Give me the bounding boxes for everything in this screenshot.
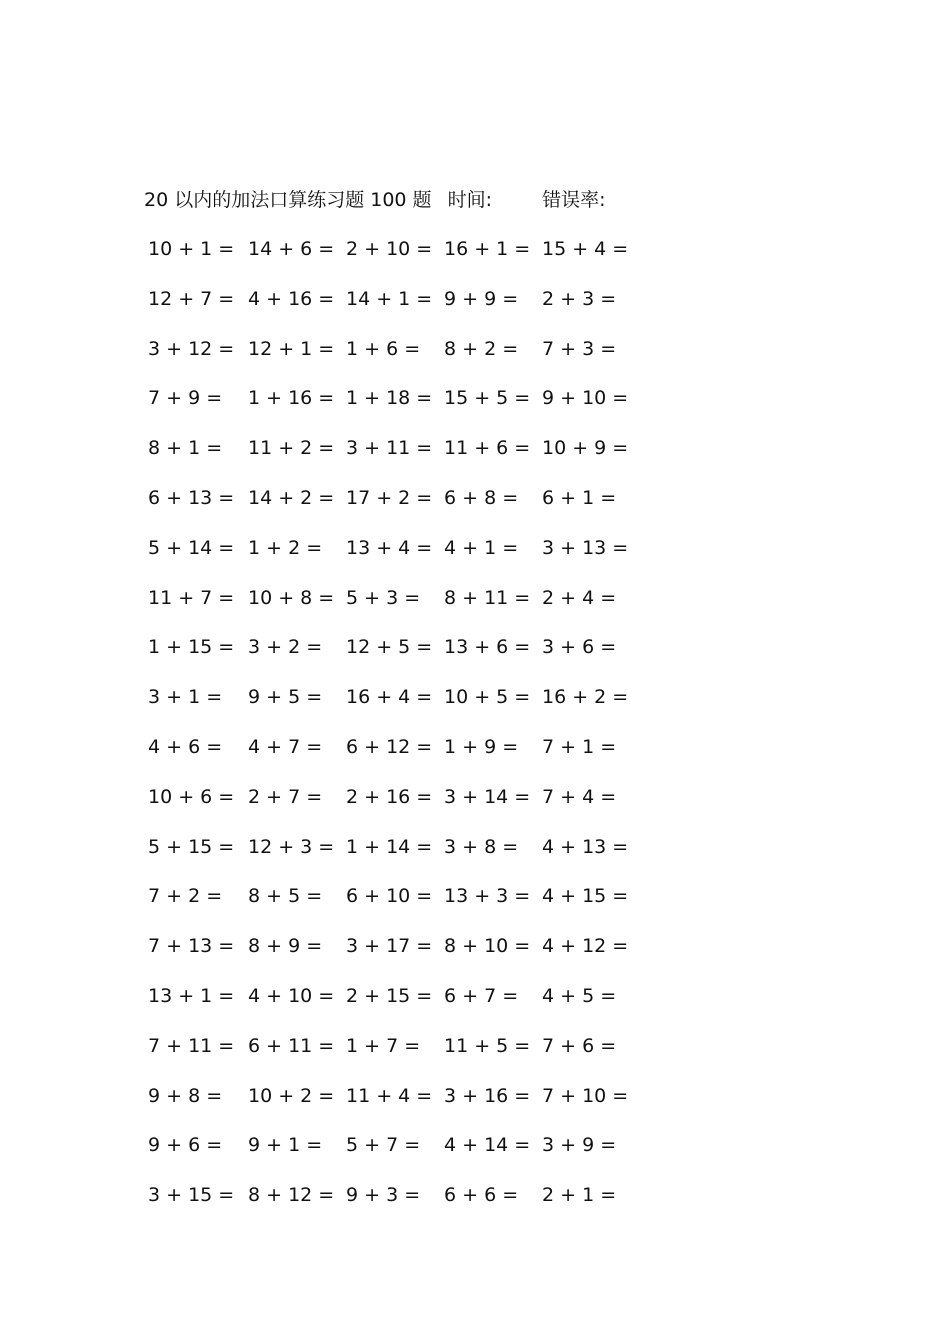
problem-row (148, 434, 648, 484)
addition-problem: 1 + 6 = (346, 337, 421, 360)
addition-problem: 7 + 13 = (148, 935, 235, 958)
problem-row (148, 484, 648, 534)
addition-problem: 4 + 7 = (248, 735, 323, 758)
addition-problem: 10 + 9 = (542, 437, 629, 460)
addition-problem: 16 + 4 = (346, 686, 433, 709)
addition-problem: 8 + 5 = (248, 885, 323, 908)
addition-problem: 9 + 1 = (248, 1134, 323, 1157)
problem-row (148, 285, 648, 335)
addition-problem: 11 + 2 = (248, 437, 335, 460)
addition-problem: 5 + 3 = (346, 586, 421, 609)
addition-problem: 4 + 14 = (444, 1134, 531, 1157)
problem-row (148, 932, 648, 982)
worksheet-header (144, 186, 605, 214)
addition-problem: 3 + 12 = (148, 337, 235, 360)
addition-problem: 5 + 15 = (148, 835, 235, 858)
addition-problem: 7 + 9 = (148, 387, 223, 410)
addition-problem: 8 + 2 = (444, 337, 519, 360)
addition-problem: 3 + 17 = (346, 935, 433, 958)
addition-problem: 9 + 9 = (444, 287, 519, 310)
addition-problem: 12 + 5 = (346, 636, 433, 659)
addition-problem: 4 + 13 = (542, 835, 629, 858)
addition-problem: 1 + 16 = (248, 387, 335, 410)
addition-problem: 10 + 6 = (148, 785, 235, 808)
addition-problem: 17 + 2 = (346, 486, 433, 509)
addition-problem: 15 + 4 = (542, 238, 629, 260)
problem-row (148, 584, 648, 634)
addition-problem: 6 + 8 = (444, 486, 519, 509)
problem-row (148, 1131, 648, 1181)
addition-problem: 4 + 12 = (542, 935, 629, 958)
problem-row (148, 733, 648, 783)
addition-problem: 3 + 8 = (444, 835, 519, 858)
addition-problem: 2 + 7 = (248, 785, 323, 808)
addition-problem: 8 + 1 = (148, 437, 223, 460)
problem-row (148, 833, 648, 883)
addition-problem: 8 + 9 = (248, 935, 323, 958)
addition-problem: 7 + 3 = (542, 337, 617, 360)
addition-problem: 15 + 5 = (444, 387, 531, 410)
addition-problem: 13 + 3 = (444, 885, 531, 908)
addition-problem: 6 + 6 = (444, 1184, 519, 1207)
addition-problem: 7 + 11 = (148, 1034, 235, 1057)
problem-row (148, 1181, 648, 1231)
addition-problem: 2 + 3 = (542, 287, 617, 310)
addition-problem: 3 + 13 = (542, 536, 629, 559)
addition-problem: 6 + 10 = (346, 885, 433, 908)
addition-problem: 7 + 4 = (542, 785, 617, 808)
problem-row (148, 783, 648, 833)
addition-problem: 13 + 6 = (444, 636, 531, 659)
problem-grid (148, 235, 648, 1231)
addition-problem: 6 + 1 = (542, 486, 617, 509)
addition-problem: 11 + 5 = (444, 1034, 531, 1057)
addition-problem: 9 + 6 = (148, 1134, 223, 1157)
addition-problem: 10 + 8 = (248, 586, 335, 609)
problem-row (148, 335, 648, 385)
problem-row (148, 982, 648, 1032)
addition-problem: 11 + 4 = (346, 1084, 433, 1107)
addition-problem: 16 + 1 = (444, 238, 531, 260)
addition-problem: 7 + 6 = (542, 1034, 617, 1057)
addition-problem: 3 + 1 = (148, 686, 223, 709)
addition-problem: 2 + 15 = (346, 984, 433, 1007)
addition-problem: 12 + 3 = (248, 835, 335, 858)
problem-row (148, 235, 648, 285)
addition-problem: 6 + 7 = (444, 984, 519, 1007)
addition-problem: 14 + 6 = (248, 238, 335, 260)
addition-problem: 2 + 1 = (542, 1184, 617, 1207)
addition-problem: 8 + 11 = (444, 586, 531, 609)
addition-problem: 7 + 1 = (542, 735, 617, 758)
addition-problem: 11 + 7 = (148, 586, 235, 609)
addition-problem: 10 + 2 = (248, 1084, 335, 1107)
addition-problem: 3 + 11 = (346, 437, 433, 460)
addition-problem: 4 + 5 = (542, 984, 617, 1007)
addition-problem: 6 + 12 = (346, 735, 433, 758)
addition-problem: 13 + 4 = (346, 536, 433, 559)
addition-problem: 1 + 2 = (248, 536, 323, 559)
addition-problem: 10 + 5 = (444, 686, 531, 709)
addition-problem: 9 + 8 = (148, 1084, 223, 1107)
problem-row (148, 1082, 648, 1132)
addition-problem: 12 + 7 = (148, 287, 235, 310)
addition-problem: 2 + 4 = (542, 586, 617, 609)
addition-problem: 5 + 14 = (148, 536, 235, 559)
problem-row (148, 683, 648, 733)
addition-problem: 1 + 15 = (148, 636, 235, 659)
addition-problem: 1 + 9 = (444, 735, 519, 758)
addition-problem: 4 + 16 = (248, 287, 335, 310)
addition-problem: 10 + 1 = (148, 238, 235, 260)
problem-row (148, 882, 648, 932)
addition-problem: 12 + 1 = (248, 337, 335, 360)
addition-problem: 14 + 2 = (248, 486, 335, 509)
problem-row (148, 1032, 648, 1082)
addition-problem: 3 + 2 = (248, 636, 323, 659)
addition-problem: 7 + 2 = (148, 885, 223, 908)
addition-problem: 9 + 3 = (346, 1184, 421, 1207)
addition-problem: 4 + 6 = (148, 735, 223, 758)
error-rate-label: 错误率: (542, 189, 606, 211)
addition-problem: 8 + 12 = (248, 1184, 335, 1207)
addition-problem: 1 + 18 = (346, 387, 433, 410)
problem-row (148, 633, 648, 683)
addition-problem: 6 + 13 = (148, 486, 235, 509)
addition-problem: 3 + 6 = (542, 636, 617, 659)
addition-problem: 2 + 10 = (346, 238, 433, 260)
addition-problem: 2 + 16 = (346, 785, 433, 808)
addition-problem: 11 + 6 = (444, 437, 531, 460)
addition-problem: 9 + 10 = (542, 387, 629, 410)
addition-problem: 3 + 15 = (148, 1184, 235, 1207)
addition-problem: 8 + 10 = (444, 935, 531, 958)
addition-problem: 4 + 10 = (248, 984, 335, 1007)
problem-row (148, 384, 648, 434)
addition-problem: 3 + 14 = (444, 785, 531, 808)
addition-problem: 4 + 15 = (542, 885, 629, 908)
addition-problem: 5 + 7 = (346, 1134, 421, 1157)
addition-problem: 1 + 7 = (346, 1034, 421, 1057)
addition-problem: 9 + 5 = (248, 686, 323, 709)
addition-problem: 16 + 2 = (542, 686, 629, 709)
addition-problem: 3 + 16 = (444, 1084, 531, 1107)
problem-row (148, 534, 648, 584)
addition-problem: 13 + 1 = (148, 984, 235, 1007)
addition-problem: 4 + 1 = (444, 536, 519, 559)
time-label: 时间: (447, 189, 493, 211)
addition-problem: 1 + 14 = (346, 835, 433, 858)
addition-problem: 7 + 10 = (542, 1084, 629, 1107)
worksheet-title: 20 以内的加法口算练习题 100 题 (144, 189, 432, 211)
addition-problem: 3 + 9 = (542, 1134, 617, 1157)
addition-problem: 14 + 1 = (346, 287, 433, 310)
addition-problem: 6 + 11 = (248, 1034, 335, 1057)
